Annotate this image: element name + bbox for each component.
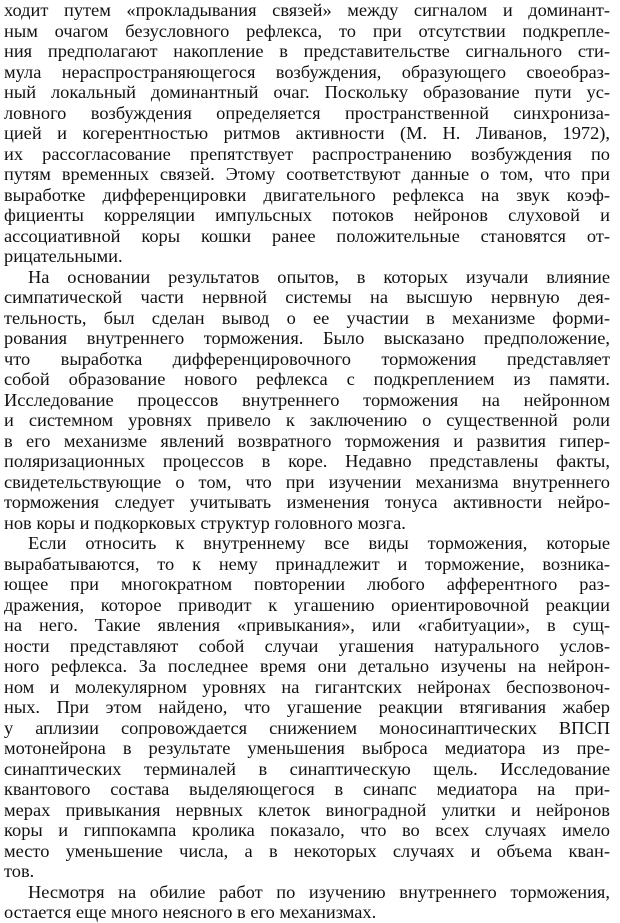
text-line: ного рефлекса. За последнее время они детально изучены на нейрон- xyxy=(4,656,610,676)
text-line: рования внутреннего торможения. Было высказано предположение, xyxy=(4,328,610,348)
text-line: Исследование процессов внутреннего торможения на нейронном xyxy=(4,389,610,410)
text-line: свидетельствующие о том, что при изучении механизма внутреннего xyxy=(4,471,610,492)
text-line: синаптических терминалей в синаптическую щель. Исследование xyxy=(4,758,610,779)
text-line: симпатической части нервной системы на высшую нервную дея- xyxy=(4,287,610,307)
text-line: ловного возбуждения определяется пространственной синхрониза- xyxy=(4,102,610,123)
text-line: собой образование нового рефлекса с подкреплением из памяти. xyxy=(4,369,610,389)
text-line: нов коры и подкорковых структур головного мозга. xyxy=(4,512,406,533)
text-line: место уменьшение числа, а в некоторых случаях и объема кван- xyxy=(4,840,610,861)
text-line: ния предполагают накопление в представительстве сигнального сти- xyxy=(4,41,610,61)
text-line: выработке дифференцировки двигательного рефлекса на звук коэф- xyxy=(4,184,610,205)
paragraph xyxy=(4,0,610,267)
text-line: вырабатываются, то к нему принадлежит и торможение, возника- xyxy=(4,553,610,574)
text-line: что выработка дифференцировочного торможения представляет xyxy=(4,348,610,369)
paragraph xyxy=(4,533,610,882)
paragraph xyxy=(4,882,610,923)
text-line: коры и гиппокампа кролика показало, что во всех случаях имело xyxy=(4,820,610,840)
text-line: ходит путем «прокладывания связей» между сигналом и доминант- xyxy=(4,0,610,20)
text-line: ности представляют собой случаи угашения натурального услов- xyxy=(4,635,610,656)
text-line: ный локальный доминантный очаг. Поскольку образование пути ус- xyxy=(4,82,610,102)
paragraph xyxy=(4,267,610,534)
text-line: ассоциативной коры кошки ранее положительные становятся от- xyxy=(4,225,610,246)
text-line: остается еще много неясного в его механизмах. xyxy=(4,902,377,922)
text-line: Несмотря на обилие работ по изучению внутреннего торможения, xyxy=(28,881,610,902)
text-line: Если относить к внутреннему все виды торможения, которые xyxy=(28,533,610,553)
text-line: мотонейрона в результате уменьшения выброса медиатора из пре- xyxy=(4,738,610,758)
text-line: квантового состава выделяющегося в синапс медиатора на при- xyxy=(4,779,610,799)
text-line: ном и молекулярном уровнях на гигантских нейронах беспозвоноч- xyxy=(4,676,610,697)
text-line: поляризационных процессов в коре. Недавно представлены факты, xyxy=(4,451,610,471)
text-line: На основании результатов опытов, в которых изучали влияние xyxy=(28,266,610,287)
text-line: ным очагом безусловного рефлекса, то при отсутствии подкрепле- xyxy=(4,20,610,41)
text-line: их рассогласование препятствует распространению возбуждения по xyxy=(4,143,610,164)
text-line: мерах привыкания нервных клеток виноградной улитки и нейронов xyxy=(4,799,610,820)
text-line: торможения следует учитывать изменения тонуса активности нейро- xyxy=(4,492,610,512)
text-line: фициенты корреляции импульсных потоков нейронов слуховой и xyxy=(4,205,610,225)
text-line: путям временных связей. Этому соответствуют данные о том, что при xyxy=(4,164,610,184)
text-line: у аплизии сопровождается снижением моносинаптических ВПСП xyxy=(4,717,610,738)
text-line: тельность, был сделан вывод о ее участии в механизме форми- xyxy=(4,307,610,328)
text-line: рицательными. xyxy=(4,246,123,266)
text-line: цией и когерентностью ритмов активности (М. Н. Ливанов, 1972), xyxy=(4,123,610,143)
text-line: и системном уровнях привело к заключению о существенной роли xyxy=(4,410,610,430)
text-line: на него. Такие явления «привыкания», или «габитуации», в сущ- xyxy=(4,615,610,635)
text-line: ющее при многократном повторении любого афферентного раз- xyxy=(4,574,610,594)
text-line: дражения, которое приводит к угашению ориентировочной реакции xyxy=(4,594,610,615)
text-line: мула нераспространяющегося возбуждения, образующего своеобраз- xyxy=(4,61,610,82)
text-line: тов. xyxy=(4,861,35,881)
text-line: ных. При этом найдено, что угашение реакции втягивания жабер xyxy=(4,697,610,717)
text-line: в его механизме явлений возвратного торможения и развития гипер- xyxy=(4,430,610,451)
